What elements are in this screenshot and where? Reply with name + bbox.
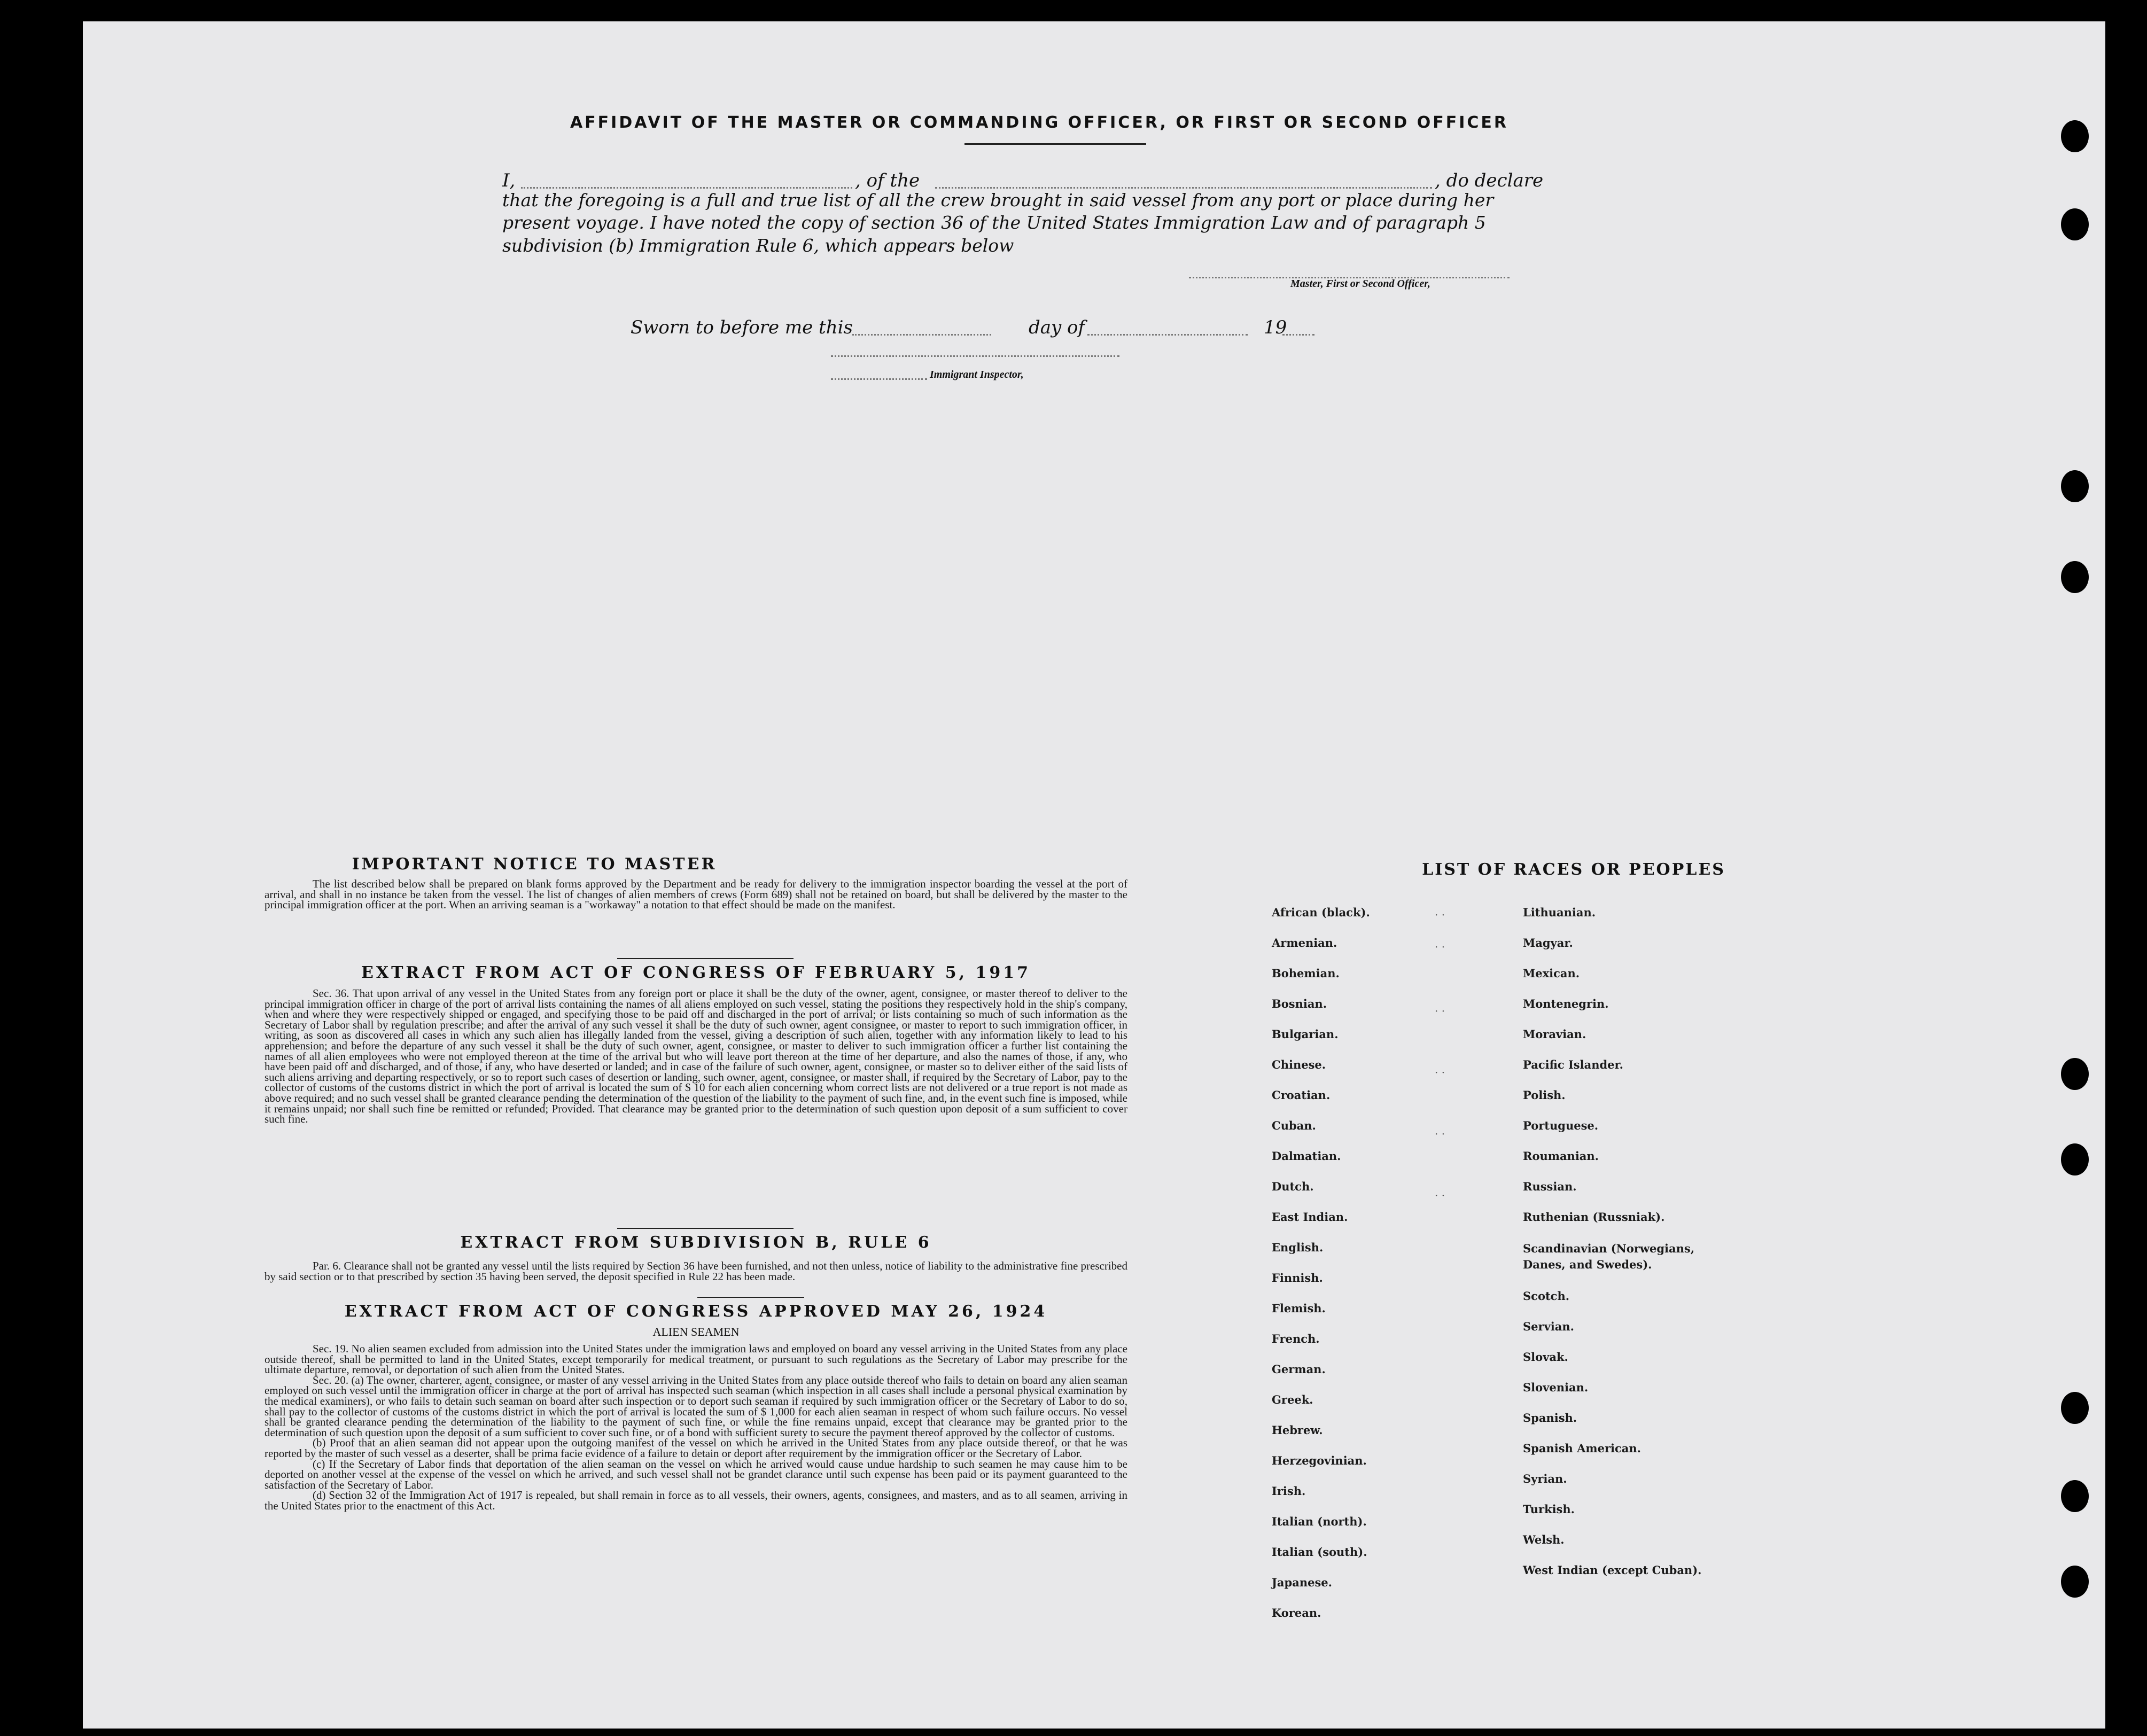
binder-hole — [2061, 1143, 2089, 1176]
race-item-left: Armenian. — [1272, 936, 1337, 949]
race-item-left: Hebrew. — [1272, 1423, 1323, 1437]
sec-20d-paragraph: (d) Section 32 of the Immigration Act of 1917 is repealed, but shall remain in force as to all vessels, their owners, agents, consignees, and masters, and as to all seamen, arriving in the United States prior to the enactment of this Act. — [265, 1489, 1127, 1512]
races-right-column — [1523, 906, 1790, 1654]
stray-mark: · · — [1435, 1189, 1445, 1202]
race-item-right: Spanish. — [1523, 1411, 1577, 1424]
race-item-right: Polish. — [1523, 1088, 1566, 1102]
race-item-right: Ruthenian (Russniak). — [1523, 1210, 1665, 1224]
stray-mark: · · — [1435, 1005, 1445, 1017]
extract-rule6-text: Par. 6. Clearance shall not be granted any vessel until the lists required by Section 36 have been furnished, and not then unless, notice of liability to the administrative fine prescribed by said section or to that prescribed by section 35 having been served, the deposit specified in Rule 22 has been made. — [265, 1259, 1127, 1283]
binder-hole — [2061, 561, 2089, 593]
race-item-right: Slovak. — [1523, 1350, 1568, 1364]
race-item-left: French. — [1272, 1332, 1320, 1345]
races-title: LIST OF RACES OR PEOPLES — [1422, 860, 1725, 879]
race-item-right: Mexican. — [1523, 967, 1580, 980]
affidavit-i: I, — [502, 170, 516, 191]
race-item-right: Russian. — [1523, 1180, 1577, 1193]
race-item-left: Japanese. — [1272, 1576, 1332, 1589]
notice-title: IMPORTANT NOTICE TO MASTER — [352, 855, 717, 874]
year-blank — [1282, 334, 1314, 336]
race-item-right: Scandinavian (Norwegians, Danes, and Swedes). — [1523, 1242, 1695, 1271]
extract-1924-text — [265, 1344, 1127, 1512]
sec-20a-paragraph: Sec. 20. (a) The owner, charterer, agent, consignee, or master of any vessel arriving in the United States from any place outside thereof who fails to detain on board any alien seaman employed on such vessel until the immigration officer in charge at the port of arrival has inspected such seaman (which inspection in all cases shall include a personal physical examination by the medical examiners), or who fails to detain such seaman on board after such inspection or to deport such seaman if required by such immigration officer or the Secretary of Labor to do so, shall pay to the collector of customs of the customs district in which the port of arrival is located the sum of $ 1,000 for each alien seaman in respect of whom such failure occurs. No vessel shall be granted clearance pending the determination of the liability to the payment of such fine, or while the fine remains unpaid, except that clearance may be granted prior to the determination of such question upon the deposit of a sum sufficient to cover such fine, or of a bond with sufficient surety to secure the payment thereof approved by the collector of customs. — [265, 1373, 1127, 1439]
race-item-right: Magyar. — [1523, 936, 1573, 949]
race-item-left: Chinese. — [1272, 1058, 1326, 1071]
binder-hole — [2061, 1058, 2089, 1090]
race-item-right: Lithuanian. — [1523, 906, 1596, 919]
master-caption: Master, First or Second Officer, — [1290, 278, 1430, 290]
stray-mark: · · — [1435, 1127, 1445, 1140]
race-item-right: Spanish American. — [1523, 1442, 1641, 1455]
affidavit-line-3: present voyage. I have noted the copy of section 36 of the United States Immigration Law and of paragraph 5 — [502, 212, 1486, 233]
stray-mark: · · — [1435, 940, 1445, 953]
race-item-right: Slovenian. — [1523, 1381, 1589, 1394]
affidavit-title: AFFIDAVIT OF THE MASTER OR COMMANDING OFFICER, OR FIRST OR SECOND OFFICER — [570, 113, 1509, 132]
extract-1917-title: EXTRACT FROM ACT OF CONGRESS OF FEBRUARY 5, 1917 — [361, 963, 1031, 982]
race-item-right: Syrian. — [1523, 1472, 1567, 1485]
race-item-left: Cuban. — [1272, 1119, 1316, 1132]
race-item-right: Montenegrin. — [1523, 997, 1609, 1010]
sec-19-paragraph: Sec. 19. No alien seamen excluded from admission into the United States under the immigration laws and employed on board any vessel arriving in the United States from any place outside thereof, shall be permitted to land in the United States, except temporarily for medical treatment, or pursuant to such regulations as the Secretary of Labor may prescribe for the ultimate departure, removal, or deportation of such alien from the United States. — [265, 1342, 1127, 1376]
extract-1917-divider — [617, 1228, 794, 1229]
race-item-left: Bosnian. — [1272, 997, 1327, 1010]
race-item-left: Korean. — [1272, 1606, 1321, 1620]
race-item-left: Flemish. — [1272, 1302, 1326, 1315]
race-item-left: German. — [1272, 1363, 1326, 1376]
binder-hole — [2061, 470, 2089, 502]
day-of-text: day of — [1029, 317, 1085, 338]
race-item-left: East Indian. — [1272, 1210, 1348, 1224]
inspector-signature-line — [831, 378, 927, 380]
race-item-right: Portuguese. — [1523, 1119, 1599, 1132]
race-item-right: Moravian. — [1523, 1027, 1586, 1041]
inspector-caption: Immigrant Inspector, — [930, 369, 1024, 380]
race-item-left: Finnish. — [1272, 1271, 1323, 1285]
affidavit-of-the: , of the — [855, 170, 920, 191]
race-item-right: Welsh. — [1523, 1533, 1565, 1546]
sworn-day-blank — [852, 334, 991, 336]
vessel-blank — [935, 187, 1432, 189]
extract-1917-text: Sec. 36. That upon arrival of any vessel in the United States from any foreign port or place it shall be the duty of the owner, agent, consignee, or master thereof to deliver to the principal immigration officer in charge of the port of arrival lists containing the names of all aliens employed on such vessel, stating the positions they respectively hold in the ship's company, when and where they were respectively shipped or engaged, and specifying those to be paid off and discharged in the port of arrival; or lists containing so much of such information as the Secretary of Labor shall by regulation prescribe; and after the arrival of any such vessel it shall be the duty of such owner, agent consignee, or master to report to such immigration officer, in writing, as soon as discovered all cases in which any such alien has illegally landed from the vessel, giving a description of such alien, together with any information likely to lead to his apprehension; and before the departure of any such vessel it shall be the duty of such owner, agent, consignee, or master to deliver to such immigration officer a further list containing the names of all alien employees who were not employed thereon at the time of the arrival but who will leave port thereon at the time of her departure, and also the names of those, if any, who have been paid off and discharged, and of those, if any, who have deserted or landed; and in case of the failure of such owner, agent, consignee, or master so to deliver either of the said lists of such aliens arriving and departing respectively, or so to report such cases of desertion or landing, such owner, agent, consignee, or master shall, if required by the Secretary of Labor, pay to the collector of customs of the customs district in which the port of arrival is located the sum of $ 10 for each alien concerning whom correct lists are not delivered or a true report is not made as above required; and no such vessel shall be granted clearance pending the determination of the question of the liability to the payment of such fine, and, in the event such fine is imposed, while it remains unpaid; nor shall such fine be remitted or refunded; Provided. That clearance may be granted prior to the determination of such question upon deposit of a sum sufficient to cover such fine. — [265, 987, 1127, 1126]
race-item-left: Herzegovinian. — [1272, 1454, 1367, 1467]
sworn-text: Sworn to before me this — [631, 317, 853, 338]
race-item-right: Scotch. — [1523, 1289, 1570, 1303]
sworn-underline — [831, 355, 1119, 357]
stray-mark: · · — [1435, 908, 1445, 921]
race-item-left: African (black). — [1272, 906, 1370, 919]
binder-hole — [2061, 1392, 2089, 1424]
notice-divider — [617, 958, 794, 959]
sec-20b-paragraph: (b) Proof that an alien seaman did not appear upon the outgoing manifest of the vessel on which he arrived in the United States from any place outside thereof, or that he was reported by the master of such vessel as a deserter, shall be prima facie evidence of a failure to detain or deport after requirement by the immigration officer or the Secretary of Labor. — [265, 1436, 1127, 1460]
affidavit-line-4: subdivision (b) Immigration Rule 6, which appears below — [502, 235, 1014, 256]
race-item-left: Dutch. — [1272, 1180, 1314, 1193]
races-left-column — [1272, 906, 1539, 1654]
race-item-left: Bohemian. — [1272, 967, 1340, 980]
race-item-right: Turkish. — [1523, 1503, 1575, 1516]
alien-seamen-subtitle: ALIEN SEAMEN — [652, 1325, 740, 1338]
affidavit-line-2: that the foregoing is a full and true list of all the crew brought in said vessel from any port or place during her — [502, 190, 1494, 211]
year-text: 19 — [1264, 317, 1287, 338]
race-item-left: Italian (north). — [1272, 1515, 1367, 1528]
race-item-left: Irish. — [1272, 1484, 1306, 1498]
race-item-left: Dalmatian. — [1272, 1149, 1341, 1163]
binder-hole — [2061, 208, 2089, 240]
race-item-right: Servian. — [1523, 1320, 1574, 1333]
notice-text: The list described below shall be prepared on blank forms approved by the Department and be ready for delivery to the immigration inspector boarding the vessel at the port of arrival, and shall in no instance be taken from the vessel. The list of changes of alien members of crews (Form 689) shall not be retained on board, but shall be delivered by the master to the principal immigration officer at the port. When an arriving seaman is a "workaway" a notation to that effect should be made on the manifest. — [265, 877, 1127, 912]
binder-hole — [2061, 1566, 2089, 1598]
sec-20c-paragraph: (c) If the Secretary of Labor finds that deportation of the alien seaman on the vessel on which he arrived would cause undue hardship to such seamen he may cause him to be deported on another vessel at the expense of the vessel on which he arrived, and such vessel shall not be grandet clarance until such expense has been paid or its payment guaranteed to the satisfaction of the Secretary of Labor. — [265, 1457, 1127, 1491]
extract-rule6-title: EXTRACT FROM SUBDIVISION B, RULE 6 — [460, 1233, 932, 1252]
race-item-left: Croatian. — [1272, 1088, 1331, 1102]
race-item-left: Greek. — [1272, 1393, 1313, 1406]
race-item-left: Bulgarian. — [1272, 1027, 1339, 1041]
extract-rule6-divider — [697, 1297, 804, 1298]
binder-hole — [2061, 1480, 2089, 1512]
document-page — [83, 21, 2105, 1729]
binder-hole — [2061, 120, 2089, 152]
name-blank — [521, 187, 852, 189]
title-underline — [964, 143, 1146, 145]
affidavit-declare: , do declare — [1435, 170, 1544, 191]
race-item-right: West Indian (except Cuban). — [1523, 1563, 1702, 1577]
race-item-left: English. — [1272, 1241, 1324, 1254]
race-item-right: Roumanian. — [1523, 1149, 1599, 1163]
extract-1924-title: EXTRACT FROM ACT OF CONGRESS APPROVED MAY 26, 1924 — [344, 1302, 1048, 1321]
sworn-month-blank — [1087, 334, 1248, 336]
stray-mark: · · — [1435, 1066, 1445, 1079]
race-item-right: Pacific Islander. — [1523, 1058, 1623, 1071]
race-item-left: Italian (south). — [1272, 1545, 1367, 1559]
